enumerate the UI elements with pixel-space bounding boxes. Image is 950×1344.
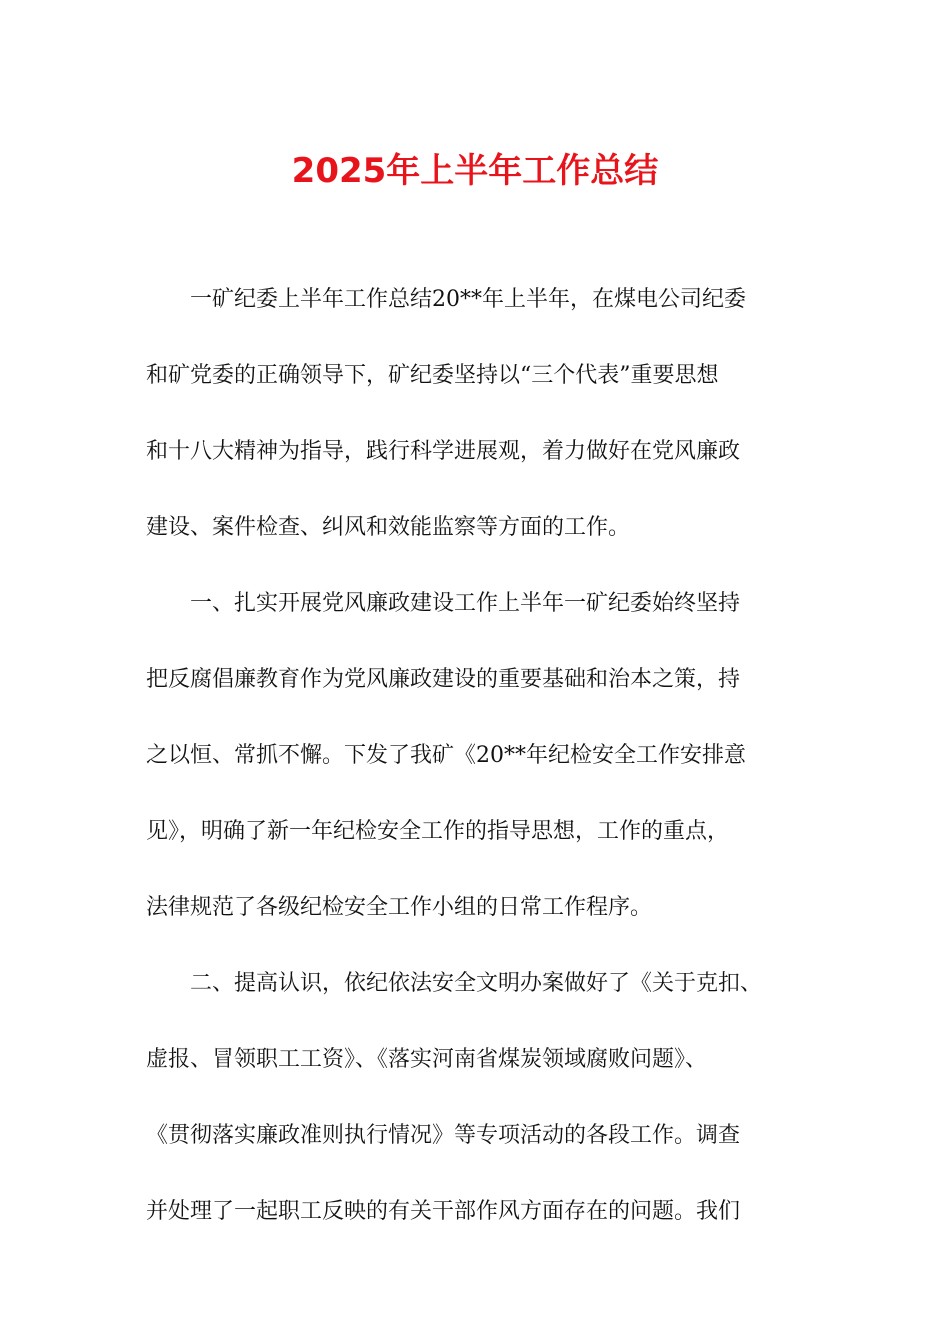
paragraph-1-line-2: 和矿党委的正确领导下，矿纪委坚持以“三个代表”重要思想 [146, 363, 719, 388]
paragraph-2-line-4: 见》，明确了新一年纪检安全工作的指导思想，工作的重点， [146, 819, 730, 844]
paragraph-1-line-4: 建设、案件检查、纠风和效能监察等方面的工作。 [146, 515, 631, 540]
paragraph-2-line-5: 法律规范了各级纪检安全工作小组的日常工作程序。 [146, 895, 653, 920]
paragraph-3-line-3: 《贯彻落实廉政准则执行情况》等专项活动的各段工作。调查 [146, 1123, 741, 1148]
paragraph-2-line-2: 把反腐倡廉教育作为党风廉政建设的重要基础和治本之策，持 [146, 667, 741, 692]
paragraph-3-line-4: 并处理了一起职工反映的有关干部作风方面存在的问题。我们 [146, 1199, 741, 1224]
paragraph-3-line-2: 虚报、冒领职工工资》、《落实河南省煤炭领域腐败问题》、 [146, 1047, 708, 1072]
paragraph-1-line-1: 一矿纪委上半年工作总结20**年上半年，在煤电公司纪委 [190, 287, 746, 312]
paragraph-1-line-3: 和十八大精神为指导，践行科学进展观，着力做好在党风廉政 [146, 439, 741, 464]
document-title: 2025年上半年工作总结 [291, 151, 659, 191]
paragraph-3-line-1: 二、提高认识，依纪依法安全文明办案做好了《关于克扣、 [190, 971, 763, 996]
paragraph-2-line-3: 之以恒、常抓不懈。下发了我矿《20**年纪检安全工作安排意 [146, 743, 746, 768]
paragraph-2-line-1: 一、扎实开展党风廉政建设工作上半年一矿纪委始终坚持 [190, 591, 741, 616]
